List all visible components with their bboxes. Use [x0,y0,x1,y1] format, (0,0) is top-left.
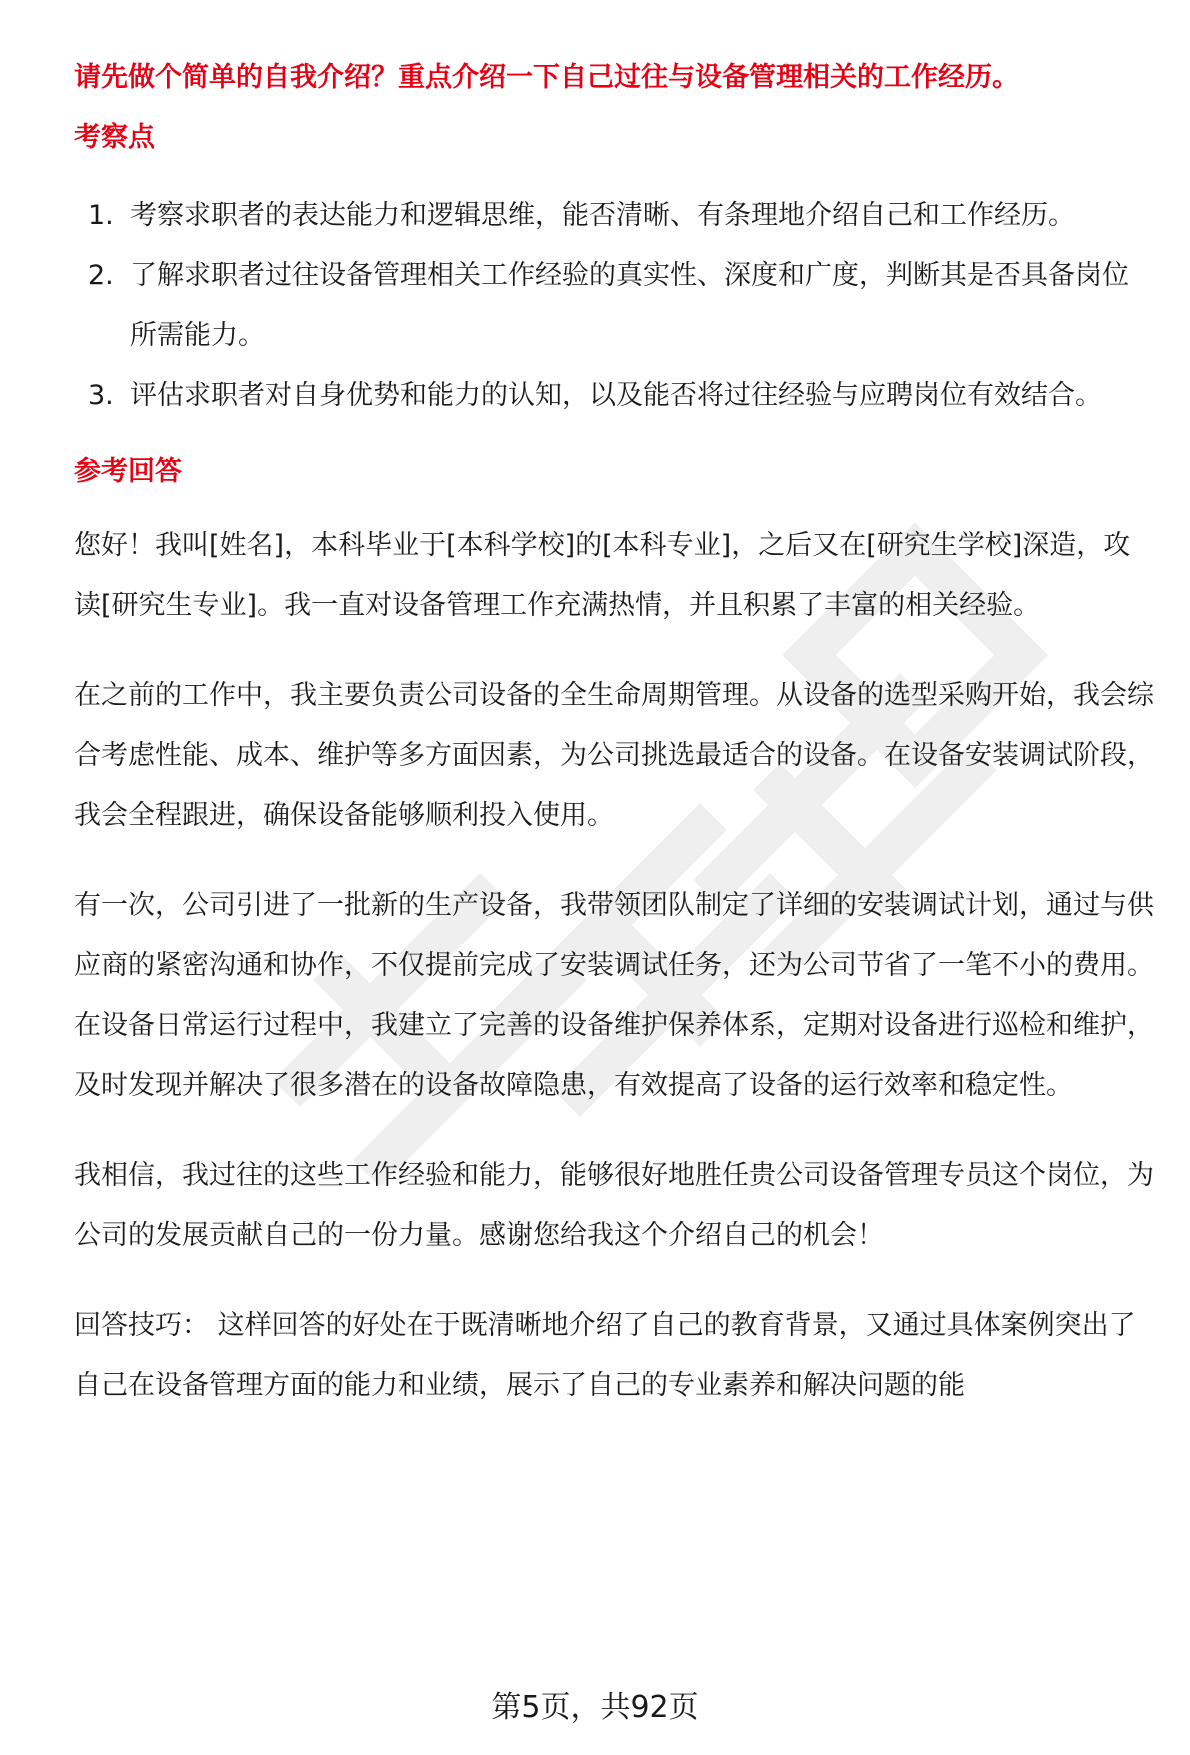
content [74,48,1154,1416]
list-item-number: 2. [88,260,114,291]
list-item-text: 了解求职者过往设备管理相关工作经验的真实性、深度和广度，判断其是否具备岗位所需能力。 [130,260,1129,351]
answer-tips: 回答技巧： 这样回答的好处在于既清晰地介绍了自己的教育背景，又通过具体案例突出了自己在设备管理方面的能力和业绩，展示了自己的专业素养和解决问题的能 [74,1310,1136,1401]
page-number: 第5页，共92页 [491,1690,699,1725]
list-item-number: 3. [88,380,114,411]
answer-paragraph-experience: 在之前的工作中，我主要负责公司设备的全生命周期管理。从设备的选型采购开始，我会综合考虑性能、成本、维护等多方面因素，为公司挑选最适合的设备。在设备安装调试阶段，我会全程跟进，确保设备能够顺利投入使用。 [74,680,1154,831]
key-points-list [74,186,1154,426]
answer-paragraph-closing: 我相信，我过往的这些工作经验和能力，能够很好地胜任贵公司设备管理专员这个岗位，为公司的发展贡献自己的一份力量。感谢您给我这个介绍自己的机会！ [74,1160,1154,1251]
list-item [74,366,1154,426]
list-item [74,186,1154,246]
answer-paragraph-case: 有一次，公司引进了一批新的生产设备，我带领团队制定了详细的安装调试计划，通过与供应商的紧密沟通和协作，不仅提前完成了安装调试任务，还为公司节省了一笔不小的费用。在设备日常运行过程中，我建立了完善的设备维护保养体系，定期对设备进行巡检和维护，及时发现并解决了很多潜在的设备故障隐患，有效提高了设备的运行效率和稳定性。 [74,890,1154,1101]
list-item [74,246,1154,366]
list-item-number: 1. [88,200,114,231]
answer-paragraph-intro: 您好！我叫[姓名]，本科毕业于[本科学校]的[本科专业]，之后又在[研究生学校]深造，攻读[研究生专业]。我一直对设备管理工作充满热情，并且积累了丰富的相关经验。 [74,530,1131,621]
list-item-text: 评估求职者对自身优势和能力的认知，以及能否将过往经验与应聘岗位有效结合。 [130,380,1102,411]
list-item-text: 考察求职者的表达能力和逻辑思维，能否清晰、有条理地介绍自己和工作经历。 [130,200,1075,231]
question-title: 请先做个简单的自我介绍？重点介绍一下自己过往与设备管理相关的工作经历。 [74,62,1019,93]
answer-heading: 参考回答 [74,456,182,487]
key-points-heading: 考察点 [74,122,155,153]
